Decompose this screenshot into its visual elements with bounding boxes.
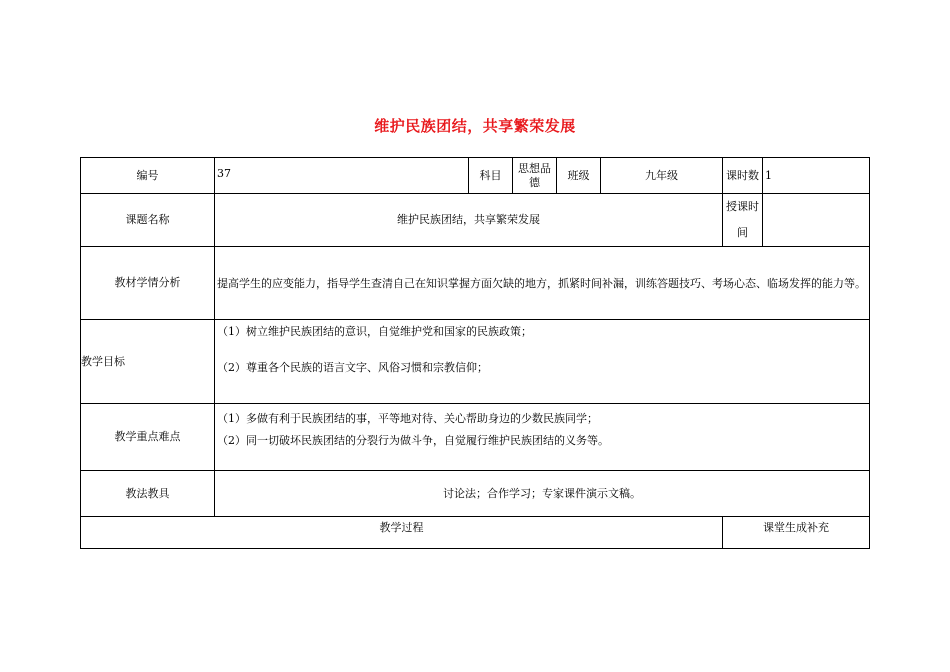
topic-label: 课题名称 [81,194,215,247]
teaching-time-label-line: 间 [737,226,748,239]
teaching-time-value [763,194,870,247]
table-row [81,158,870,194]
objectives-cell [215,320,870,404]
lesson-plan-table [80,157,870,549]
key-point-item: （2）同一切破坏民族团结的分裂行为做斗争，自觉履行维护民族团结的义务等。 [217,434,609,447]
analysis-label: 教材学情分析 [81,247,215,320]
table-row [81,320,870,404]
topic-value: 维护民族团结，共享繁荣发展 [215,194,723,247]
teaching-time-label [723,194,763,247]
objective-item: （1）树立维护民族团结的意识，自觉维护党和国家的民族政策； [217,325,532,338]
page-title: 维护民族团结，共享繁荣发展 [374,117,576,135]
analysis-text: 提高学生的应变能力，指导学生查清自己在知识掌握方面欠缺的地方，抓紧时间补漏，训练答题技巧、考场心态、临场发挥的能力等。 [215,247,870,320]
subject-value: 思想品德 [513,158,557,194]
table-row [81,247,870,320]
table-row [81,471,870,517]
process-label: 教学过程 [81,517,723,549]
objectives-label: 教学目标 [81,320,215,404]
supplement-label: 课堂生成补充 [723,517,870,549]
hours-value: 1 [763,158,870,194]
id-value: 37 [215,158,469,194]
table-row [81,517,870,549]
table-row [81,404,870,471]
methods-text: 讨论法；合作学习；专家课件演示文稿。 [215,471,870,517]
key-points-cell [215,404,870,471]
subject-label: 科目 [469,158,513,194]
methods-label: 教法教具 [81,471,215,517]
hours-label: 课时数 [723,158,763,194]
class-value: 九年级 [601,158,723,194]
key-point-item: （1）多做有利于民族团结的事，平等地对待、关心帮助身边的少数民族同学； [217,412,598,425]
id-label: 编号 [81,158,215,194]
objective-item: （2）尊重各个民族的语言文字、风俗习惯和宗教信仰； [217,361,488,374]
table-row [81,194,870,247]
key-points-label: 教学重点难点 [81,404,215,471]
class-label: 班级 [557,158,601,194]
teaching-time-label-line: 授课时 [726,200,759,213]
